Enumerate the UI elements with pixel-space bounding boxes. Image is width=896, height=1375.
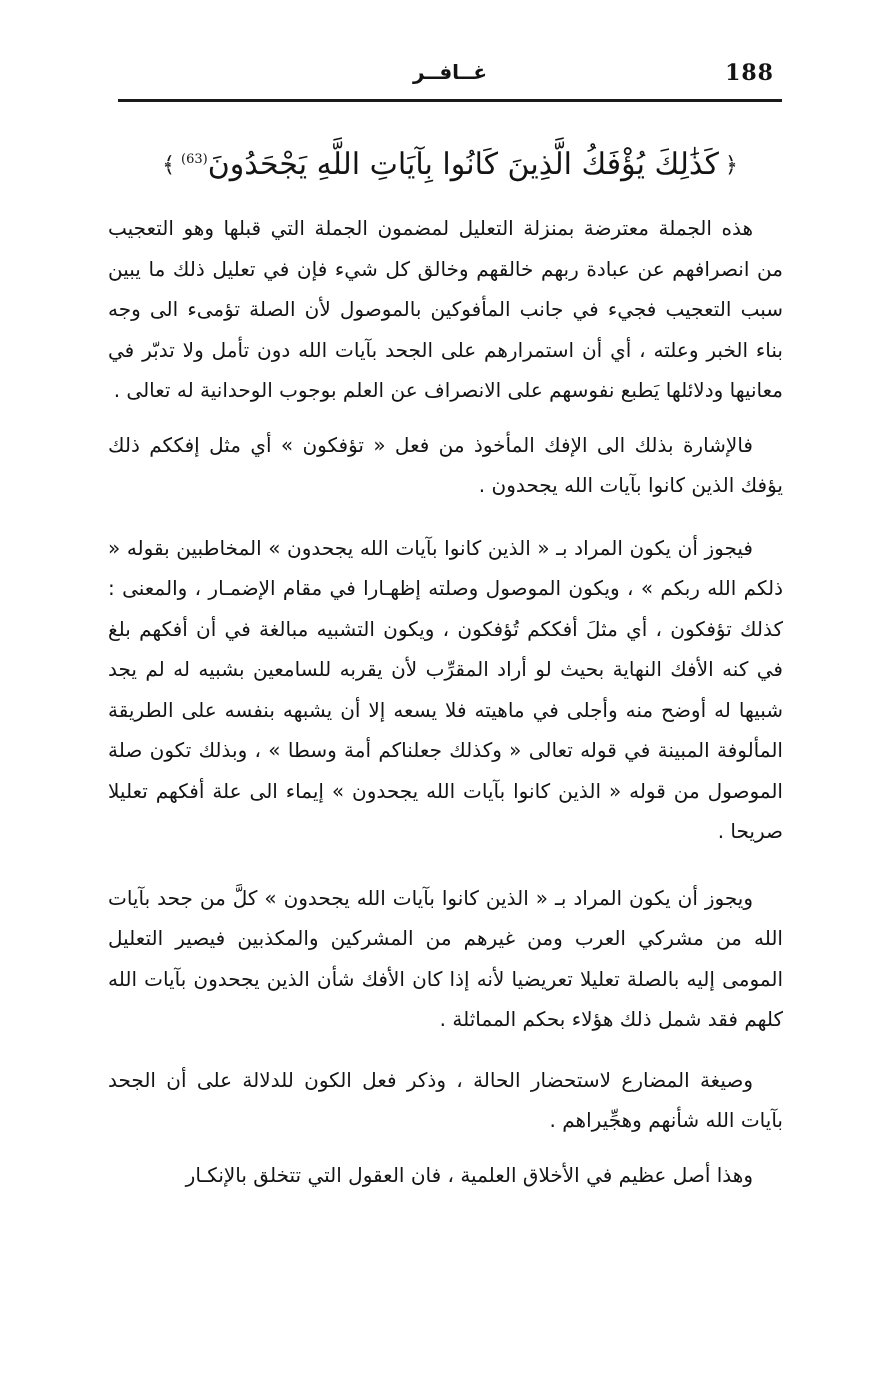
verse-number: (63)	[181, 152, 208, 167]
verse-ornament-left: ﴾	[162, 153, 176, 178]
paragraph: فيجوز أن يكون المراد بـ « الذين كانوا بآيات الله يجحدون » المخاطبين بقوله « ذلكم الله ربكم » ، ويكون الموصول وصلته إظهـارا في مقام الإضمـار ، والمعنى : كذلك تؤفكون ، أي مثلَ أفككم تُؤفكون ، ويكون التشبيه مبالغة في أن أفكهم بلغ في كنه الأفك النهاية بحيث لو أراد المقرِّب لأن يقربه للسامعين بشبيه له لم يجد شبيها له أوضح منه وأجلى في ماهيته فلا يسعه إلا أن يشبهه بنفسه على الطريقة المألوفة المبينة في قوله تعالى « وكذلك جعلناكم أمة وسطا » ، وبذلك تكون صلة الموصول من قوله « الذين كانوا بآيات الله يجحدون » إيماء الى علة أفكهم تعليلا صريحا .	[108, 535, 783, 843]
verse-text: كَذَٰلِكَ يُؤْفَكُ الَّذِينَ كَانُوا بِآيَاتِ اللَّهِ يَجْحَدُونَ	[207, 147, 719, 182]
paragraph: وصيغة المضارع لاستحضار الحالة ، وذكر فعل الكون للدلالة على أن الجحد بآيات الله شأنهم وهجِّيراهم .	[108, 1067, 783, 1132]
quran-verse	[100, 128, 800, 192]
page-header	[118, 58, 782, 98]
page-number: 188	[725, 60, 774, 86]
header-rule	[118, 99, 782, 102]
paragraph: ويجوز أن يكون المراد بـ « الذين كانوا بآيات الله يجحدون » كلَّ من جحد بآيات الله من مشركي العرب ومن غيرهم من المشركين والمكذبين فيصير التعليل المومى إليه بالصلة تعليلا تعريضيا لأنه إذا كان الأفك شأن الذين يجحدون بآيات الله كلهم فقد شمل ذلك هؤلاء بحكم المماثلة .	[108, 885, 783, 1031]
commentary-body	[108, 208, 783, 1195]
paragraph: وهذا أصل عظيم في الأخلاق العلمية ، فان العقول التي تتخلق بالإنكـار	[185, 1162, 753, 1187]
paragraph: هذه الجملة معترضة بمنزلة التعليل لمضمون الجملة التي قبلها وهو التعجيب من انصرافهم عن عبادة ربهم خالقهم وخالق كل شيء ﻓﺈن في تعليل ذلك ما يبين سبب التعجيب فجيء في جانب المأفوكين بالموصول لأن الصلة تؤمىء الى وجه بناء الخبر وعلته ، أي أن استمرارهم على الجحد بآيات الله دون تأمل ولا تدبّر في معانيها ودلائلها يَطبع نفوسهم على الانصراف عن العلم بوجوب الوحدانية له تعالى .	[108, 216, 783, 402]
paragraph: فالإشارة بذلك الى الإفك المأخوذ من فعل « تؤفكون » أي مثل إفككم ذلك يؤفك الذين كانوا بآيات الله يجحدون .	[108, 432, 783, 497]
running-title: غــافــر	[412, 60, 488, 84]
verse-ornament-right: ﴿	[724, 153, 738, 178]
